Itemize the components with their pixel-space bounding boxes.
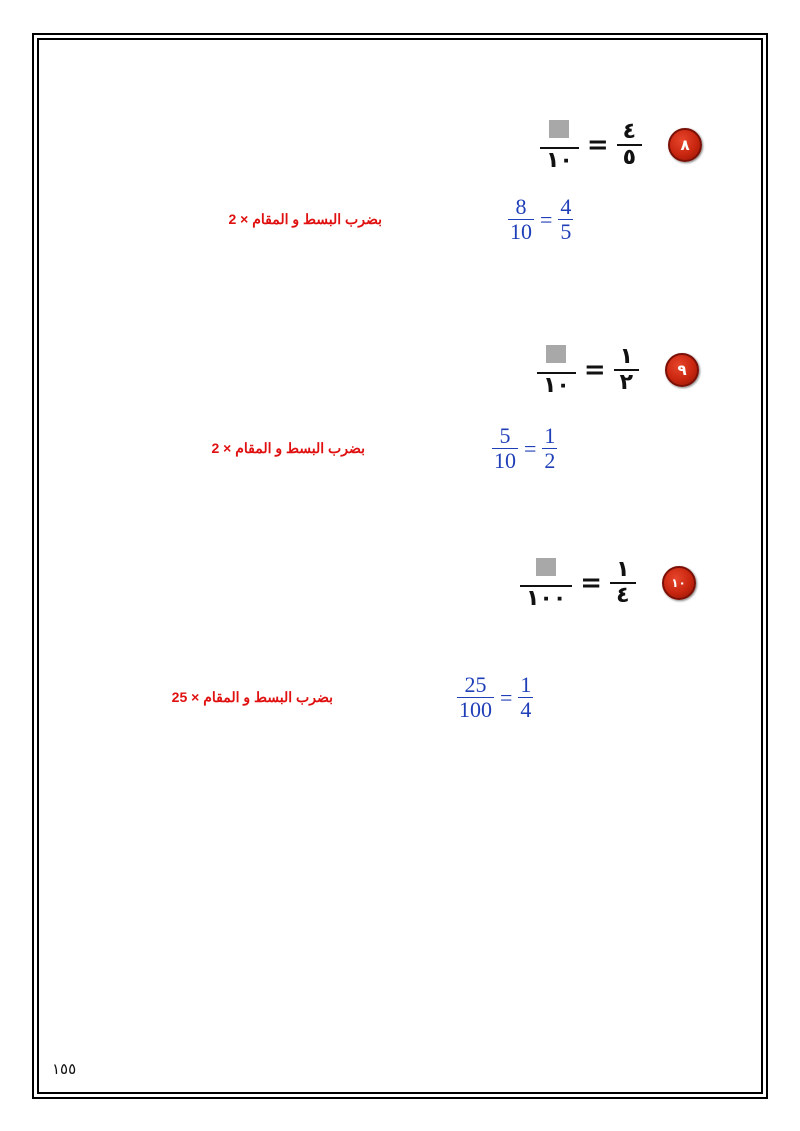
answer-denominator: 10 <box>510 219 532 244</box>
given-denominator: ٥ <box>622 145 637 170</box>
answer-given-denominator: 2 <box>544 448 556 473</box>
unknown-fraction <box>540 117 579 173</box>
equals-sign: = <box>580 568 603 598</box>
answer-given-numerator: 4 <box>560 194 572 219</box>
page-number: ١٥٥ <box>52 1060 77 1078</box>
answer-numerator: 5 <box>499 423 511 448</box>
given-numerator: ٤ <box>622 119 637 144</box>
problem-8-answer <box>508 195 573 244</box>
answer-fraction-right <box>558 195 573 244</box>
answer-fraction-right <box>542 424 557 473</box>
problem-8-note: بضرب البسط و المقام × 2 <box>228 211 382 227</box>
given-numerator: ١ <box>619 344 634 369</box>
given-denominator: ٤ <box>616 583 630 608</box>
answer-given-denominator: 4 <box>520 697 532 722</box>
prompt-denominator: ١٠٠ <box>526 586 567 611</box>
answer-fraction-right <box>518 673 533 722</box>
problem-8-prompt <box>540 117 702 173</box>
answer-equals-sign: = <box>540 206 553 232</box>
answer-numerator: 25 <box>464 672 487 697</box>
problem-10-note: بضرب البسط و المقام × 25 <box>171 689 333 705</box>
answer-fraction-left <box>492 424 518 473</box>
problem-10-prompt <box>520 555 696 611</box>
answer-numerator: 8 <box>515 194 527 219</box>
given-fraction <box>617 120 642 170</box>
given-numerator: ١ <box>616 557 630 582</box>
answer-denominator: 100 <box>459 697 492 722</box>
answer-equals-sign: = <box>500 684 513 710</box>
equals-sign: = <box>583 355 606 385</box>
given-fraction <box>610 558 635 608</box>
answer-fraction-left <box>508 195 534 244</box>
problem-9-prompt <box>537 342 699 398</box>
answer-equals-sign: = <box>524 435 537 461</box>
exercise-number-badge: ١٠ <box>662 566 696 600</box>
answer-fraction-left <box>457 673 494 722</box>
prompt-denominator: ١٠ <box>543 373 570 398</box>
blank-numerator-box <box>546 345 566 363</box>
blank-numerator-box <box>536 558 556 576</box>
blank-numerator-box <box>549 120 569 138</box>
problem-10-answer <box>457 673 533 722</box>
equals-sign: = <box>586 130 609 160</box>
unknown-fraction <box>537 342 576 398</box>
answer-given-numerator: 1 <box>520 672 532 697</box>
prompt-denominator: ١٠ <box>546 148 573 173</box>
answer-given-numerator: 1 <box>544 423 556 448</box>
unknown-fraction <box>520 555 572 611</box>
exercise-number-badge: ٨ <box>668 128 702 162</box>
answer-denominator: 10 <box>494 448 516 473</box>
given-denominator: ٢ <box>619 370 634 395</box>
answer-given-denominator: 5 <box>560 219 572 244</box>
problem-9-answer <box>492 424 557 473</box>
problem-9-note: بضرب البسط و المقام × 2 <box>211 440 365 456</box>
exercise-number-badge: ٩ <box>665 353 699 387</box>
given-fraction <box>614 345 639 395</box>
